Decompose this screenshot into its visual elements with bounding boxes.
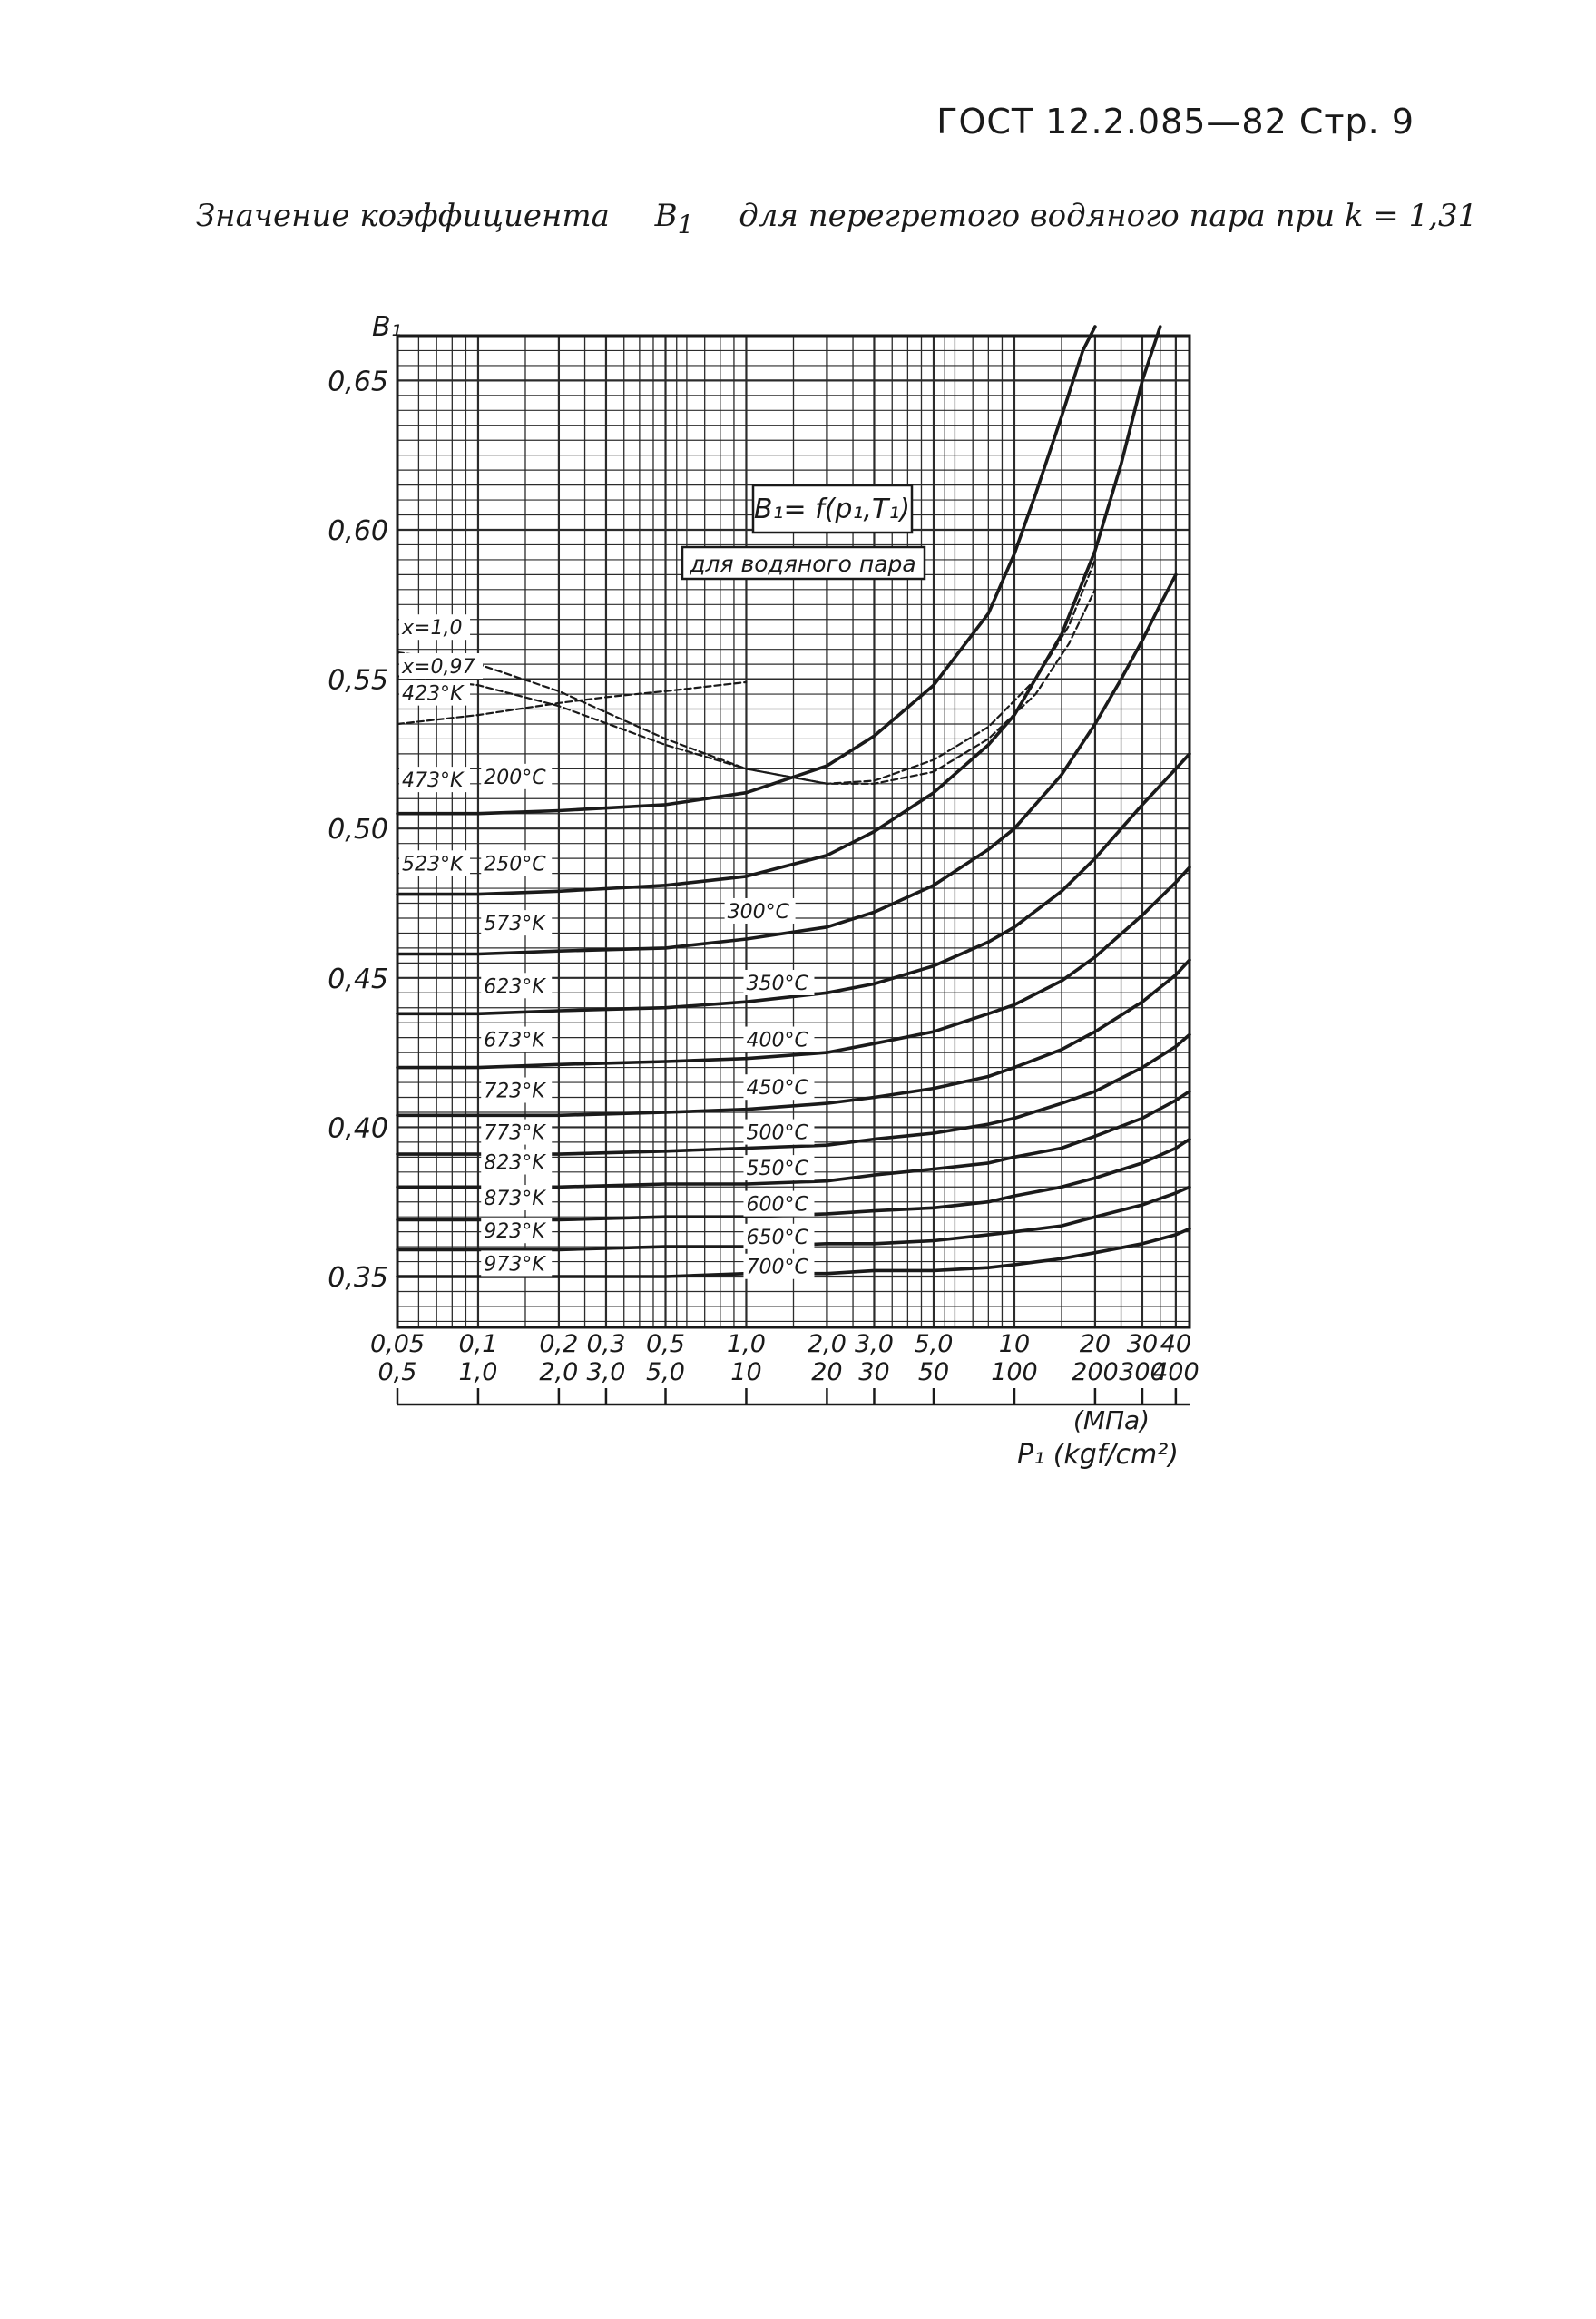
- x-tick-label-kgf: 10: [730, 1358, 762, 1386]
- x-tick-label-mpa: 1,0: [726, 1330, 766, 1358]
- x-tick-label-mpa: 0,2: [539, 1330, 579, 1358]
- curve-label-celsius: 350°C: [746, 972, 808, 995]
- x-tick-label-mpa: 40: [1160, 1330, 1192, 1358]
- curve-label-kelvin: 923°K: [484, 1220, 545, 1244]
- x-tick-label-mpa: 3,0: [854, 1330, 894, 1358]
- curve-label-kelvin: 773°K: [484, 1121, 545, 1145]
- curve-label-kelvin: 423°K: [402, 682, 464, 706]
- formula-box-text: B₁= f(p₁,T₁): [753, 494, 911, 525]
- curve-line: [397, 327, 1160, 895]
- curve-label-celsius: 700°C: [746, 1256, 808, 1279]
- curve-label-kelvin: 523°K: [402, 853, 464, 876]
- curve-label-kelvin: x=1,0: [402, 617, 463, 641]
- curve-label-celsius: 250°C: [484, 853, 546, 876]
- x-tick-label-kgf: 400: [1152, 1358, 1199, 1386]
- curve-label-celsius: 500°C: [746, 1121, 808, 1145]
- x-tick-label-mpa: 2,0: [807, 1330, 847, 1358]
- curve-label-kelvin: 623°K: [484, 975, 545, 999]
- curve-label-kelvin: 723°K: [484, 1080, 545, 1103]
- x-tick-label-kgf: 100: [991, 1358, 1038, 1386]
- caption-text-after: для перегретого водяного пара при k = 1,31: [739, 198, 1478, 234]
- curve-label-kelvin: x=0,97: [402, 656, 475, 680]
- curve-label-kelvin: 673°K: [484, 1029, 545, 1052]
- x-tick-label-kgf: 0,5: [377, 1358, 417, 1386]
- curve-label-celsius: 400°C: [746, 1029, 808, 1052]
- doc-id: ГОСТ 12.2.085—82: [936, 102, 1288, 142]
- curve-label-kelvin: 873°K: [484, 1188, 545, 1211]
- curve-label-kelvin: 823°K: [484, 1151, 545, 1175]
- y-tick-label: 0,40: [328, 1112, 388, 1145]
- curve-label-celsius: 300°C: [727, 900, 789, 924]
- curve-label-kelvin: 973°K: [484, 1253, 545, 1277]
- curve-label-celsius: 600°C: [746, 1193, 808, 1217]
- x-tick-label-kgf: 50: [917, 1358, 950, 1386]
- x-tick-label-mpa: 5,0: [914, 1330, 954, 1358]
- x-tick-label-mpa: 0,1: [458, 1330, 498, 1358]
- x-tick-label-mpa: 20: [1079, 1330, 1111, 1358]
- curve-label-kelvin: 473°K: [402, 769, 464, 793]
- curve-label-celsius: 650°C: [746, 1226, 808, 1249]
- curve-label-celsius: 450°C: [746, 1077, 808, 1101]
- x-tick-label-mpa: 30: [1126, 1330, 1159, 1358]
- x-tick-label-kgf: 30: [858, 1358, 890, 1386]
- x-tick-label-mpa: 0,3: [586, 1330, 626, 1358]
- subtitle-box-text: для водяного пара: [690, 551, 916, 577]
- y-tick-label: 0,35: [328, 1262, 388, 1295]
- y-tick-label: 0,55: [328, 664, 388, 697]
- formula-boxes: [682, 485, 925, 579]
- x-tick-label-mpa: 0,05: [369, 1330, 426, 1358]
- y-axis-label: B₁: [372, 311, 402, 343]
- x-tick-label-mpa: 10: [998, 1330, 1031, 1358]
- x-tick-label-kgf: 200: [1072, 1358, 1119, 1386]
- x-tick-label-kgf: 300: [1119, 1358, 1166, 1386]
- curve-label-celsius: 550°C: [746, 1158, 808, 1181]
- curve-label-celsius: 200°C: [484, 766, 546, 789]
- page-number: Стр. 9: [1298, 102, 1415, 142]
- caption-text-before: Значение коэффициента: [196, 198, 610, 234]
- x-tick-label-kgf: 5,0: [646, 1358, 685, 1386]
- x-tick-label-kgf: 20: [811, 1358, 843, 1386]
- curve-label-kelvin: 573°K: [484, 913, 545, 936]
- y-tick-label: 0,65: [328, 366, 388, 398]
- x-tick-label-mpa: 0,5: [646, 1330, 685, 1358]
- y-tick-label: 0,50: [328, 814, 388, 846]
- x-tick-label-kgf: 2,0: [539, 1358, 579, 1386]
- x-axis-label-units: (MПа): [1072, 1405, 1150, 1435]
- caption-symbol: $B_1$: [654, 198, 694, 240]
- y-tick-label: 0,60: [328, 514, 388, 547]
- y-tick-label: 0,45: [328, 963, 388, 995]
- x-axis-label-main: P₁ (kgf/cm²): [1017, 1439, 1179, 1471]
- x-tick-label-kgf: 3,0: [586, 1358, 626, 1386]
- x-tick-label-kgf: 1,0: [458, 1358, 498, 1386]
